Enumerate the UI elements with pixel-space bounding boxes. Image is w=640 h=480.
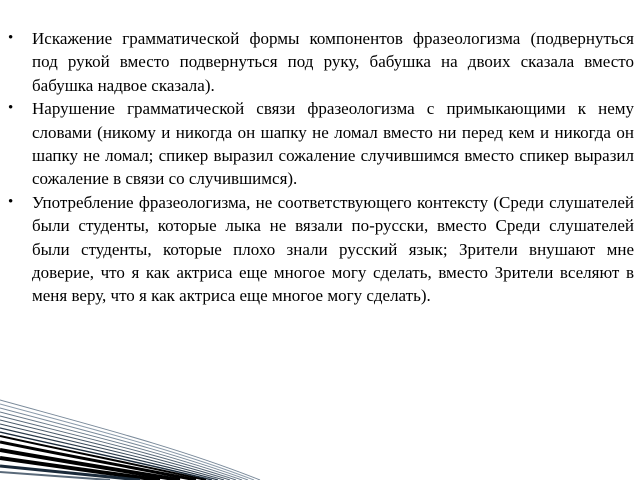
bullet-list <box>8 27 634 308</box>
bullet-item-context-usage <box>8 191 634 308</box>
bullet-icon: • <box>8 100 14 117</box>
swoosh-lines <box>0 400 260 480</box>
bullet-text: Нарушение грамматической связи фразеологизма с примыкающими к нему словами (никому и никогда он шапку не ломал вместо ни перед кем и никогда он шапку не ломал; спикер выразил сожаление случившимся вместо спикер выразил сожаление в связи со случившимся). <box>32 99 634 189</box>
bullet-text: Искажение грамматической формы компонентов фразеологизма (подвернуться под рукой вместо подвернуться под руку, бабушка на двоих сказала вместо бабушка надвое сказала). <box>32 29 634 95</box>
bullet-item-grammatical-form <box>8 27 634 97</box>
bullet-text: Употребление фразеологизма, не соответствующего контексту (Среди слушателей были студенты, которые лыка не вязали по-русски, вместо Среди слушателей были студенты, которые плохо знали русский язык; Зрители внушают мне доверие, что я как актриса еще многое могу сделать, вместо Зрители вселяют в меня веру, что я как актриса еще многое могу сделать). <box>32 192 634 306</box>
bullet-icon: • <box>8 30 14 46</box>
bullet-icon: • <box>8 193 14 210</box>
bullet-item-grammatical-link <box>8 97 634 191</box>
